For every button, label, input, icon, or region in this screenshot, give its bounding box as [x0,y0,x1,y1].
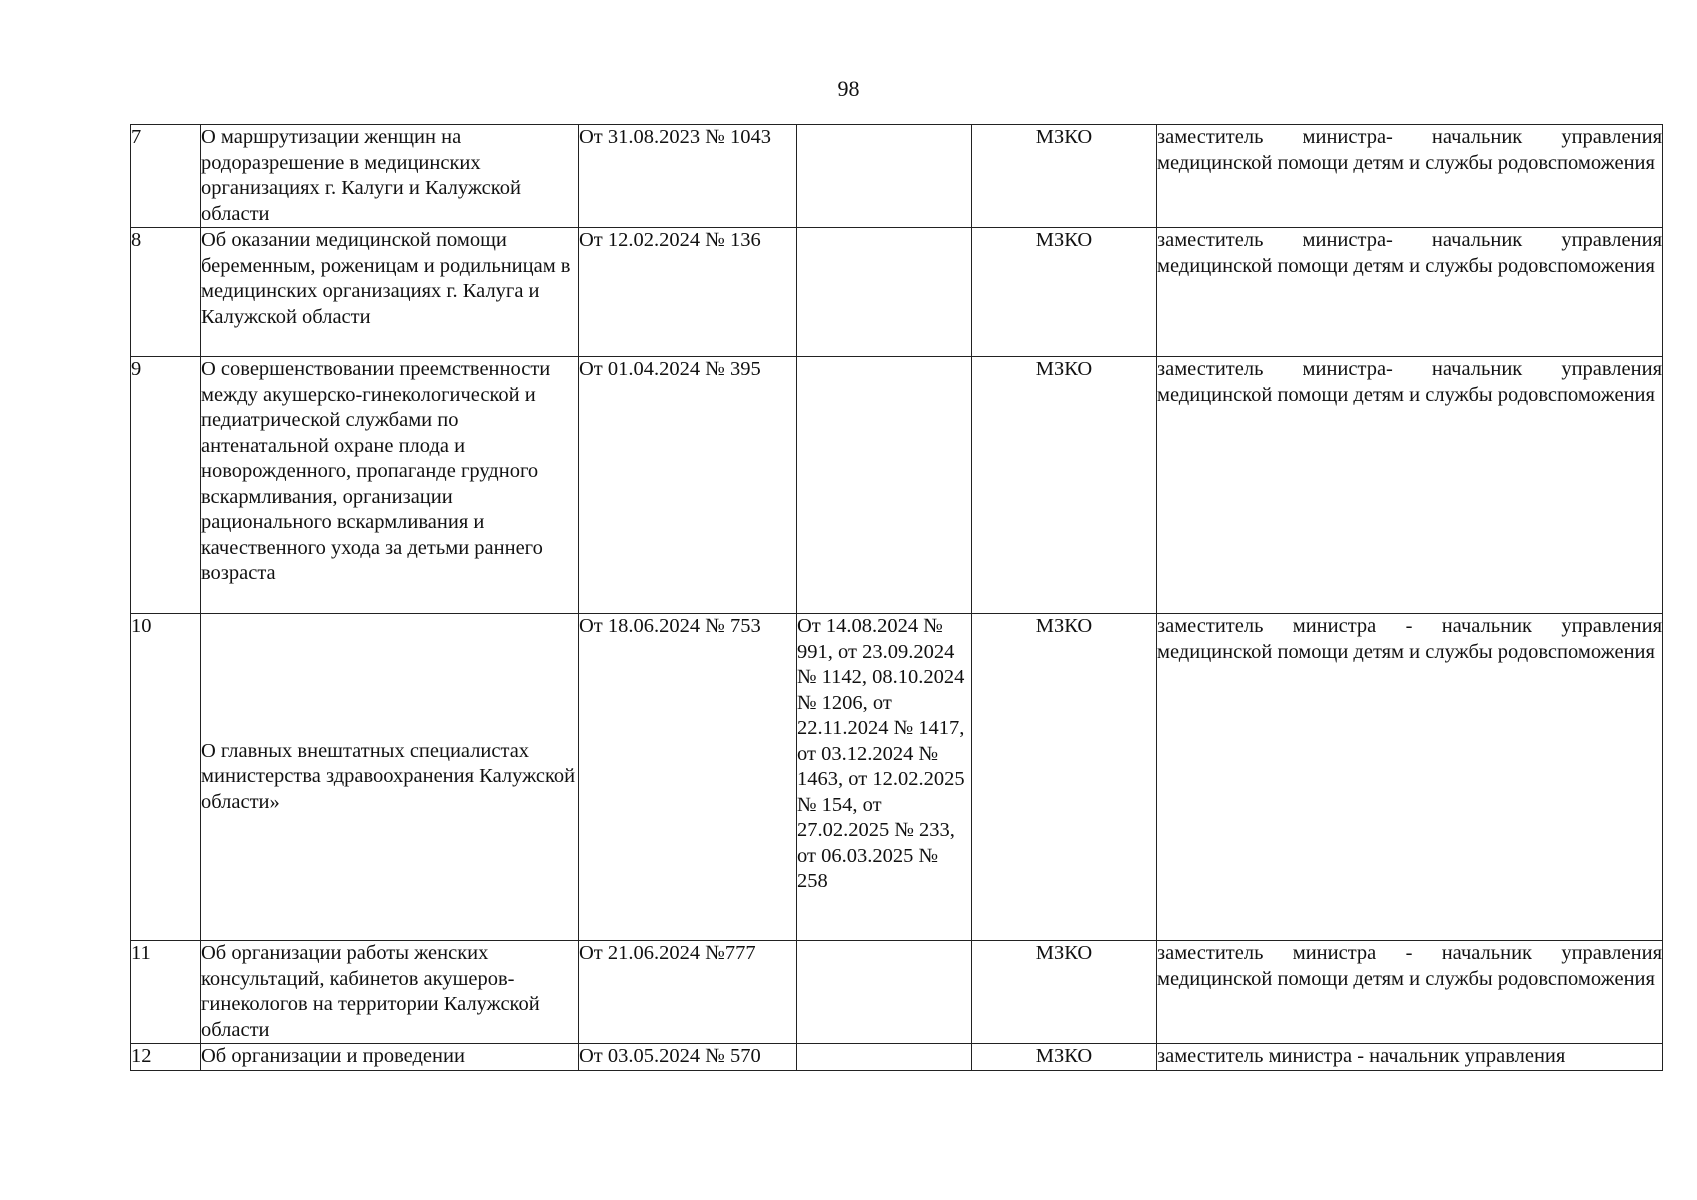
table-row [131,614,1663,941]
responsible-person: заместитель министра - начальник управления медицинской помощи детям и службы родовспоможения [1157,941,1663,1044]
document-changes: От 14.08.2024 № 991, от 23.09.2024 № 1142, 08.10.2024 № 1206, от 22.11.2024 № 1417, от 03.12.2024 № 1463, от 12.02.2025 № 154, от 27.02.2025 № 233, от 06.03.2025 № 258 [797,614,972,941]
responsible-person: заместитель министра - начальник управления [1157,1044,1663,1071]
responsible-person: заместитель министра- начальник управления медицинской помощи детям и службы родовспоможения [1157,357,1663,614]
table-row [131,357,1663,614]
table-row [131,125,1663,228]
organization: МЗКО [972,614,1157,941]
row-number: 10 [131,614,201,941]
row-number: 11 [131,941,201,1044]
organization: МЗКО [972,1044,1157,1071]
document-date: От 03.05.2024 № 570 [579,1044,797,1071]
orders-table [130,124,1663,1071]
row-number: 8 [131,228,201,357]
document-changes [797,125,972,228]
page-number: 98 [837,76,860,101]
organization: МЗКО [972,125,1157,228]
table-row [131,1044,1663,1071]
document-changes [797,357,972,614]
responsible-person: заместитель министра- начальник управления медицинской помощи детям и службы родовспоможения [1157,228,1663,357]
document-title: О главных внештатных специалистах министерства здравоохранения Калужской области» [201,614,579,941]
row-number: 9 [131,357,201,614]
document-changes [797,1044,972,1071]
organization: МЗКО [972,228,1157,357]
document-changes [797,228,972,357]
responsible-person: заместитель министра - начальник управления медицинской помощи детям и службы родовспоможения [1157,614,1663,941]
organization: МЗКО [972,941,1157,1044]
document-title: О совершенствовании преемственности между акушерско-гинекологической и педиатрической службами по антенатальной охране плода и новорожденного, пропаганде грудного вскармливания, организации рационального вскармливания и качественного ухода за детьми раннего возраста [201,357,579,614]
table-row [131,941,1663,1044]
table-row [131,228,1663,357]
document-title: Об организации работы женских консультаций, кабинетов акушеров-гинекологов на территории Калужской области [201,941,579,1044]
document-date: От 18.06.2024 № 753 [579,614,797,941]
row-number: 7 [131,125,201,228]
document-title: Об оказании медицинской помощи беременным, роженицам и родильницам в медицинских организациях г. Калуга и Калужской области [201,228,579,357]
responsible-person: заместитель министра- начальник управления медицинской помощи детям и службы родовспоможения [1157,125,1663,228]
organization: МЗКО [972,357,1157,614]
document-date: От 21.06.2024 №777 [579,941,797,1044]
document-title: Об организации и проведении [201,1044,579,1071]
document-date: От 12.02.2024 № 136 [579,228,797,357]
document-changes [797,941,972,1044]
document-title: О маршрутизации женщин на родоразрешение в медицинских организациях г. Калуги и Калужской области [201,125,579,228]
document-date: От 01.04.2024 № 395 [579,357,797,614]
row-number: 12 [131,1044,201,1071]
document-date: От 31.08.2023 № 1043 [579,125,797,228]
